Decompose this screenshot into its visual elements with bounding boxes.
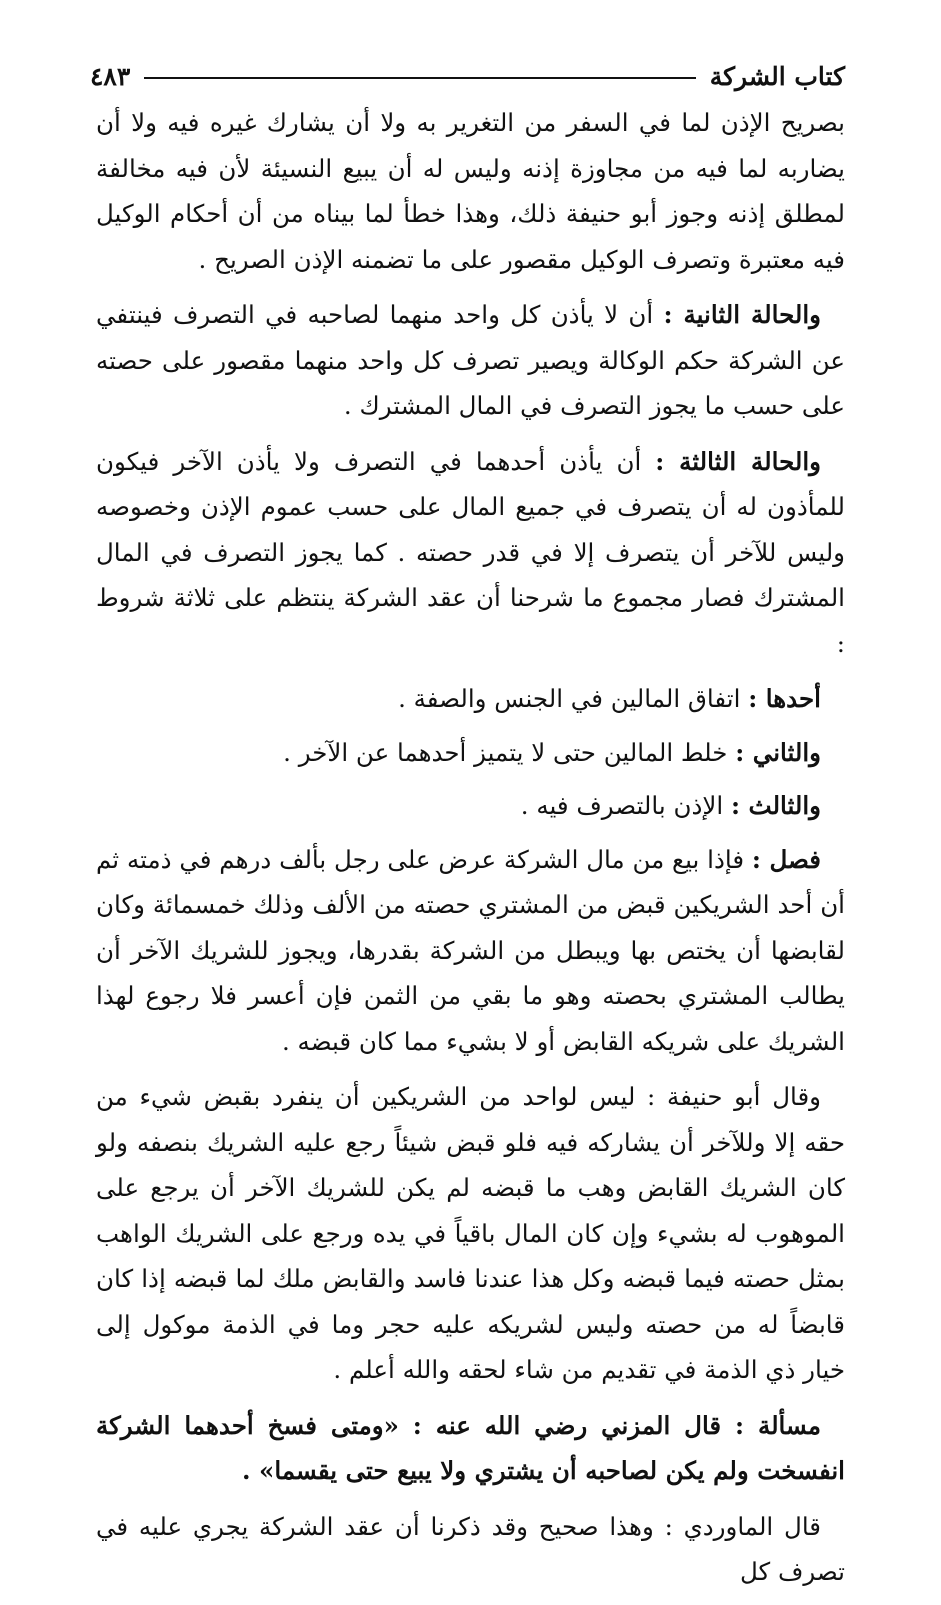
paragraph-text: بصريح الإذن لما في السفر من التغرير به ولا أن يشارك غيره فيه ولا أن يضاربه لما فيه من مجاوزة إذنه وليس له أن يبيع النسيئة لأن فيه مخالفة لمطلق إذنه وجوز أبو حنيفة ذلك، وهذا خطأ لما بيناه من أن أحكام الوكيل فيه معتبرة وتصرف الوكيل مقصور على ما تضمنه الإذن الصريح .	[96, 108, 845, 274]
paragraph	[96, 1504, 845, 1595]
list-item-lead: والثاني :	[735, 737, 821, 767]
list-item	[96, 783, 845, 829]
paragraph-text: أن يأذن أحدهما في التصرف ولا يأذن الآخر فيكون للمأذون له أن يتصرف في جميع المال على حسب عموم الإذن وخصوصه وليس للآخر أن يتصرف إلا في قدر حصته . كما يجوز التصرف في المال المشترك فصار مجموع ما شرحنا أن عقد الشركة ينتظم على ثلاثة شروط :	[96, 446, 845, 658]
paragraph-text: وقال أبو حنيفة : ليس لواحد من الشريكين أن ينفرد بقبض شيء من حقه إلا وللآخر أن يشاركه فيه فلو قبض شيئاً رجع عليه الشريك بنصفه ولو كان الشريك القابض وهب ما قبضه لم يكن للشريك الآخر أن يرجع على الموهوب له بشيء وإن كان المال باقياً في يده ورجع على الشريك الواهب بمثل حصته فيما قبضه وكل هذا عندنا فاسد والقابض ملك لما قبضه إذا كان قابضاً له من حصته وليس لشريكه عليه حجر وما في الذمة موكول إلى خيار ذي الذمة في تقديم من شاء لحقه والله أعلم .	[96, 1082, 845, 1384]
paragraph-text: قال الماوردي : وهذا صحيح وقد ذكرنا أن عقد الشركة يجري عليه في تصرف كل	[96, 1511, 845, 1586]
paragraph	[96, 837, 845, 1065]
list-item	[96, 676, 845, 722]
header-rule	[144, 77, 695, 79]
page-number: ٤٨٣	[90, 61, 131, 91]
page-body	[96, 100, 845, 1605]
running-header	[90, 58, 845, 94]
paragraph-text: «ومتى فسخ أحدهما الشركة انفسخت ولم يكن لصاحبه أن يشتري ولا يبيع حتى يقسما» .	[96, 1410, 845, 1485]
paragraph-lead: فصل :	[751, 844, 822, 874]
paragraph	[96, 1074, 845, 1393]
list-item-lead: أحدها :	[748, 684, 821, 713]
paragraph	[96, 100, 845, 282]
paragraph-text: أن لا يأذن كل واحد منهما لصاحبه في التصرف فينتفي عن الشركة حكم الوكالة ويصير تصرف كل واحد منهما مقصور على حصته على حسب ما يجوز التصرف في المال المشترك .	[96, 300, 845, 420]
paragraph-lead: والحالة الثانية :	[663, 300, 821, 329]
paragraph	[96, 439, 845, 667]
list-item-text: خلط المالين حتى لا يتميز أحدهما عن الآخر .	[283, 737, 736, 767]
list-item	[96, 730, 845, 776]
list-item-text: الإذن بالتصرف فيه .	[520, 791, 731, 820]
paragraph-text: فإذا بيع من مال الشركة عرض على رجل بألف درهم في ذمته ثم أن أحد الشريكين قبض من المشتري حصته من الألف وذلك خمسمائة وكان لقابضها أن يختص بها ويبطل من الشركة بقدرها، ويجوز للشريك الآخر أن يطالب المشتري بحصته وهو ما بقي من الثمن فإن أعسر فلا رجوع لهذا الشريك على شريكه القابض أو لا بشيء مما كان قبضه .	[96, 844, 845, 1056]
paragraph	[96, 292, 845, 429]
list-item-lead: والثالث :	[730, 791, 821, 820]
list-item-text: اتفاق المالين في الجنس والصفة .	[398, 684, 749, 713]
book-title: كتاب الشركة	[709, 61, 845, 91]
paragraph	[96, 1403, 845, 1494]
paragraph-lead: مسألة : قال المزني رضي الله عنه :	[412, 1410, 821, 1440]
paragraph-lead: والحالة الثالثة :	[655, 446, 821, 476]
